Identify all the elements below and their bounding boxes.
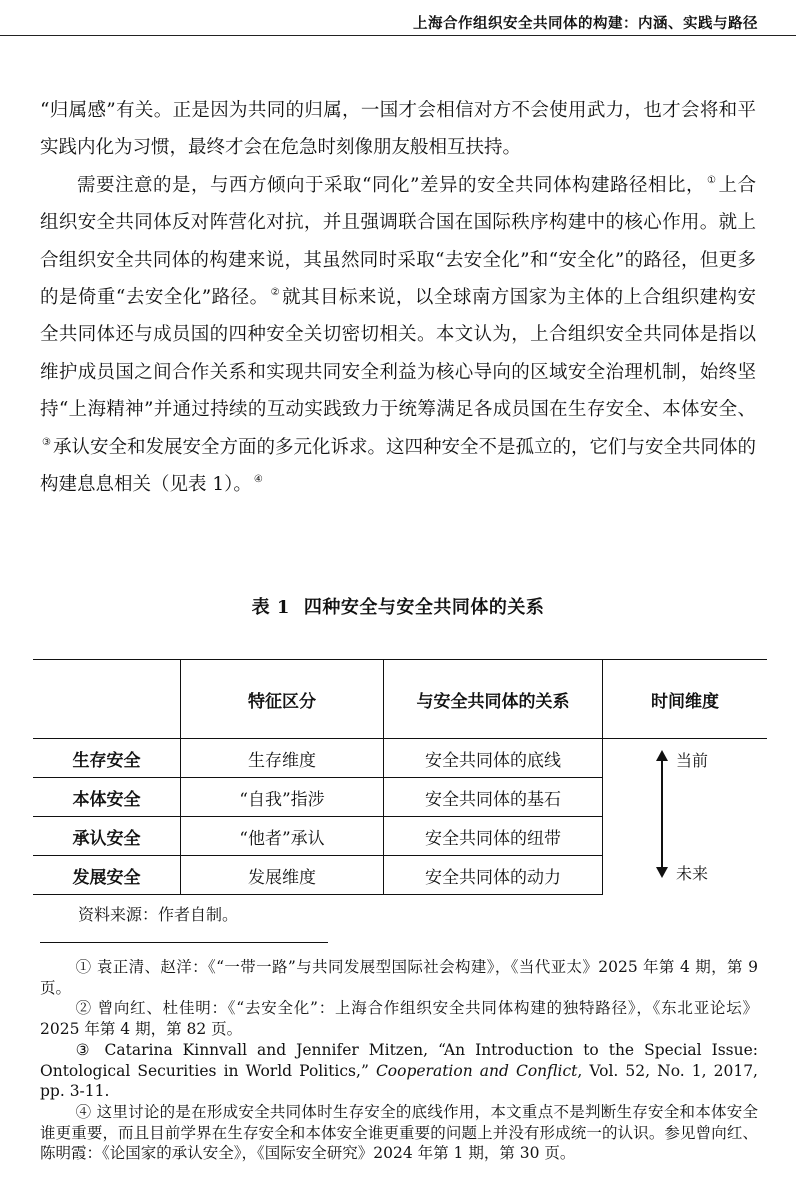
paragraph-2-part-b: 上合组织安全共同体反对阵营化对抗，并且强调联合国在国际秩序构建中的核心作用。就上合组织安全共同体的构建来说，其虽然同时采取“去安全化”和“安全化”的路径，但更多的是倚重“去安全化”路径。 [40, 174, 756, 309]
running-header: 上海合作组织安全共同体的构建：内涵、实践与路径 [413, 15, 758, 32]
footnote-2: ② 曾向红、杜佳明：《“去安全化”：上海合作组织安全共同体构建的独特路径》，《东北亚论坛》2025 年第 4 期，第 82 页。 [40, 999, 758, 1039]
table-source: 资料来源：作者自制。 [78, 905, 239, 924]
table-header-relation: 与安全共同体的关系 [384, 660, 603, 739]
footnote-ref-3[interactable]: ③ [42, 436, 51, 448]
header-rule [0, 35, 796, 36]
security-table [33, 659, 767, 895]
footnotes [40, 957, 758, 1164]
table-row [33, 739, 767, 778]
timeline-arrow [661, 759, 663, 869]
row-name: 发展安全 [33, 856, 181, 895]
row-name: 本体安全 [33, 778, 181, 817]
row-feature: 发展维度 [181, 856, 384, 895]
table-header-time: 时间维度 [603, 660, 768, 739]
paragraph-1: “归属感”有关。正是因为共同的归属，一国才会相信对方不会使用武力，也才会将和平实践内化为习惯，最终才会在危急时刻像朋友般相互扶持。 [40, 100, 756, 159]
footnote-4: ④ 这里讨论的是在形成安全共同体时生存安全的底线作用，本文重点不是判断生存安全和本体安全谁更重要，而且目前学界在生存安全和本体安全谁更重要的问题上并没有形成统一的认识。参见曾向红、陈明霞：《论国家的承认安全》，《国际安全研究》2024 年第 1 期，第 30 页。 [40, 1102, 758, 1163]
footnote-3-text-b: , Vol. 52, No. 1, 2017, pp. 3-11. [40, 1061, 758, 1101]
paragraph-2-part-a: 需要注意的是，与西方倾向于采取“同化”差异的安全共同体构建路径相比， [77, 174, 706, 196]
time-dimension-cell [603, 739, 768, 895]
time-label-present: 当前 [676, 750, 709, 770]
footnote-ref-2[interactable]: ② [270, 287, 281, 299]
row-relation: 安全共同体的基石 [384, 778, 603, 817]
row-name: 承认安全 [33, 817, 181, 856]
arrow-down-icon [656, 867, 668, 878]
time-label-future: 未来 [676, 863, 709, 883]
table-header-blank [33, 660, 181, 739]
footnote-1: ① 袁正清、赵洋：《“一带一路”与共同发展型国际社会构建》，《当代亚太》2025 年第 4 期，第 9 页。 [40, 958, 758, 997]
footnote-rule [40, 942, 328, 943]
footnote-3-journal: Cooperation and Conflict [375, 1061, 578, 1080]
row-feature: 生存维度 [181, 739, 384, 778]
footnote-ref-1[interactable]: ① [707, 174, 717, 186]
row-relation: 安全共同体的动力 [384, 856, 603, 895]
row-feature: “他者”承认 [181, 817, 384, 856]
row-feature: “自我”指涉 [181, 778, 384, 817]
footnote-3 [40, 1040, 758, 1102]
footnote-ref-4[interactable]: ④ [253, 474, 263, 486]
footnote-3-text-a: ③ Catarina Kinnvall and Jennifer Mitzen, “An Introduction to the Special Issue: Ontological Securities in World Politics,” [40, 1040, 758, 1080]
row-name: 生存安全 [33, 739, 181, 778]
table-caption: 四种安全与安全共同体的关系 [303, 597, 545, 618]
row-relation: 安全共同体的底线 [384, 739, 603, 778]
row-relation: 安全共同体的纽带 [384, 817, 603, 856]
table-title [0, 593, 796, 619]
paragraph-2-part-c: 就其目标来说，以全球南方国家为主体的上合组织建构安全共同体还与成员国的四种安全关切密切相关。本文认为，上合组织安全共同体是指以维护成员国之间合作关系和实现共同安全利益为核心导向的区域安全治理机制，始终坚持“上海精神”并通过持续的互动实践致力于统筹满足各成员国在生存安全、本体安全、 [40, 287, 756, 421]
body-text [40, 92, 756, 503]
table-header-feature: 特征区分 [181, 660, 384, 739]
paragraph-2-part-d: 承认安全和发展安全方面的多元化诉求。这四种安全不是孤立的，它们与安全共同体的构建息息相关（见表 1）。 [40, 436, 756, 496]
paragraph-2 [40, 167, 756, 504]
table-number: 表 1 [251, 597, 290, 618]
